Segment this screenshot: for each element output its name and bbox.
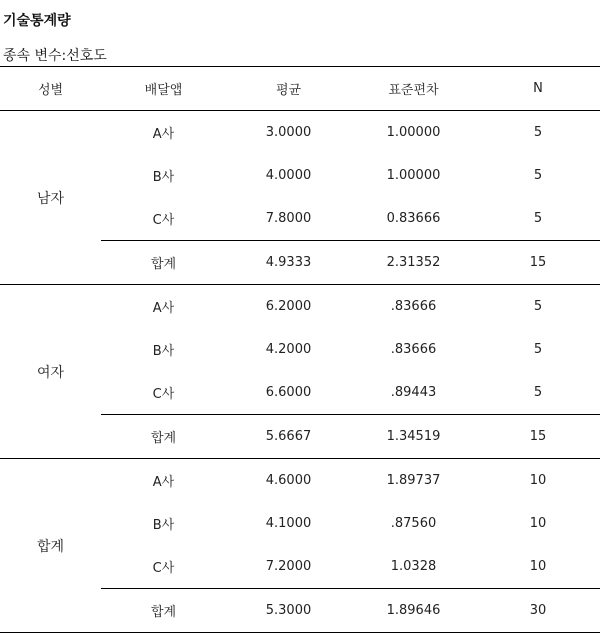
std-dev-cell: .83666 <box>390 342 437 357</box>
mean-cell: 7.2000 <box>265 559 312 574</box>
mean-cell: 7.8000 <box>265 211 312 226</box>
n-cell: 30 <box>476 589 600 633</box>
mean-cell: 5.3000 <box>226 589 351 633</box>
std-dev-cell: 2.31352 <box>351 241 476 285</box>
table-row <box>0 111 600 155</box>
group-label-male: 남자 <box>0 111 101 285</box>
n-cell: 10 <box>529 473 547 488</box>
n-cell: 10 <box>529 516 547 531</box>
mean-cell: 3.0000 <box>265 125 312 140</box>
n-cell: 5 <box>533 168 543 183</box>
n-cell: 5 <box>533 125 543 140</box>
app-cell: A사 <box>152 301 175 316</box>
app-cell: A사 <box>152 127 175 142</box>
app-cell: A사 <box>152 475 175 490</box>
header-std-dev: 표준편차 <box>351 67 476 111</box>
table-row <box>0 285 600 329</box>
mean-cell: 5.6667 <box>226 415 351 459</box>
header-row <box>0 67 600 111</box>
mean-cell: 4.1000 <box>265 516 312 531</box>
std-dev-cell: 1.34519 <box>351 415 476 459</box>
app-cell: B사 <box>152 518 175 533</box>
n-cell: 15 <box>476 415 600 459</box>
std-dev-cell: 1.00000 <box>386 168 441 183</box>
std-dev-cell: 1.00000 <box>386 125 441 140</box>
std-dev-cell: .89443 <box>390 385 437 400</box>
group-label-total: 합계 <box>0 459 101 633</box>
app-cell: C사 <box>152 213 175 228</box>
mean-cell: 4.0000 <box>265 168 312 183</box>
app-cell: C사 <box>152 561 175 576</box>
app-cell: C사 <box>152 387 175 402</box>
n-cell: 5 <box>533 211 543 226</box>
n-cell: 15 <box>476 241 600 285</box>
std-dev-cell: 1.89646 <box>351 589 476 633</box>
app-cell: B사 <box>152 170 175 185</box>
table-row <box>0 459 600 503</box>
mean-cell: 4.6000 <box>265 473 312 488</box>
n-cell: 10 <box>529 559 547 574</box>
std-dev-cell: 1.89737 <box>386 473 441 488</box>
mean-cell: 4.2000 <box>265 342 312 357</box>
app-cell: 합계 <box>101 241 226 285</box>
header-n: N <box>476 67 600 111</box>
dependent-variable-caption: 종속 변수:선호도 <box>3 48 107 64</box>
app-cell: 합계 <box>101 589 226 633</box>
header-mean: 평균 <box>226 67 351 111</box>
std-dev-cell: .83666 <box>390 299 437 314</box>
table-title: 기술통계량 <box>3 13 71 29</box>
header-delivery-app: 배달앱 <box>101 67 226 111</box>
app-cell: 합계 <box>101 415 226 459</box>
std-dev-cell: 0.83666 <box>386 211 441 226</box>
mean-cell: 6.6000 <box>265 385 312 400</box>
n-cell: 5 <box>533 342 543 357</box>
std-dev-cell: .87560 <box>390 516 437 531</box>
mean-cell: 6.2000 <box>265 299 312 314</box>
app-cell: B사 <box>152 344 175 359</box>
group-label-female: 여자 <box>0 285 101 459</box>
n-cell: 5 <box>533 385 543 400</box>
n-cell: 5 <box>533 299 543 314</box>
mean-cell: 4.9333 <box>226 241 351 285</box>
header-gender: 성별 <box>0 67 101 111</box>
std-dev-cell: 1.0328 <box>390 559 437 574</box>
descriptive-statistics-table <box>0 66 600 633</box>
